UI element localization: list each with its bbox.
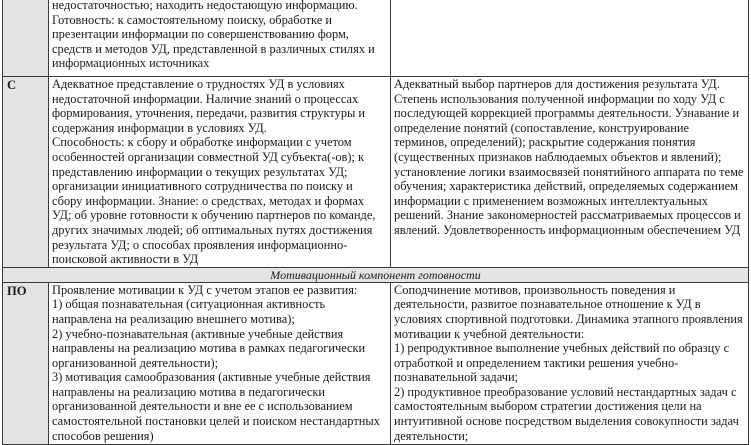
cell-paragraph: 3) мотивация самообразования (активные учебные действия направлены на реализацию мотива в педагогически организованной деятельности и вне ее с использованием самостоятельной постановки целей и поиском нестандартных способов решения) [52, 370, 380, 443]
cell-paragraph: недостаточностью; находить недостающую информацию. [52, 0, 358, 12]
criteria-cell [49, 0, 391, 77]
table-row [3, 282, 749, 444]
table-row [3, 77, 749, 268]
indicator-cell [391, 282, 749, 444]
section-header-row [3, 267, 749, 282]
cell-paragraph: Способность: к сбору и обработке информации с учетом особенностей организации совместной УД субъекта(-ов); к представлению информации о текущих результатах УД; организации инициативного сотрудничества по поиску и сбору информации. Знание: о средствах, методах и формах УД; об уровне готовности к обучению партнеров по команде, других значимых людей; об оптимальных путях достижения результата УД; о способах проявления информационно-поисковой активности в УД [52, 135, 376, 267]
cell-paragraph: 1) общая познавательная (ситуационная активность направлена на реализацию внешнего мотива); [52, 297, 326, 326]
table-row [3, 0, 749, 77]
row-code-cell: ПО [3, 282, 49, 444]
competency-table [2, 0, 749, 445]
cell-paragraph: 2) продуктивное преобразование условий нестандартных задач с самостоятельным выбором стратегии достижения цели на интуитивной основе посредством выделения совокупности задач деятельности; [394, 384, 739, 443]
criteria-cell [49, 77, 391, 268]
cell-paragraph: 1) репродуктивное выполнение учебных действий по образцу с отработкой и определением тактики решения учебно-познавательной задачи; [394, 341, 730, 385]
cell-paragraph: 2) учебно-познавательная (активные учебные действия направлены на реализацию мотива в рамках педагогически организованной деятельности); [52, 326, 366, 370]
section-header: Мотивационный компонент готовности [3, 267, 749, 282]
cell-paragraph: Адекватное представление о трудностях УД в условиях недостаточной информации. Наличие знаний о процессах формирования, уточнения, передачи, развития структуры и содержания информации в условиях УД. [52, 77, 366, 135]
cell-paragraph: Соподчинение мотивов, произвольность поведения и деятельности, развитое познавательное отношение к УД в условиях спортивной подготовки. Динамика этапного проявления мотивации к учебной деятельности: [394, 282, 743, 341]
row-code-cell [3, 0, 49, 77]
cell-paragraph: Проявление мотивации к УД с учетом этапов ее развития: [52, 282, 358, 297]
cell-paragraph: Адекватный выбор партнеров для достижения результата УД. Степень использования полученной информации по ходу УД с последующей коррекцией программы деятельности. Узнавание и определение понятий (сопоставление, конструирование терминов, определений); раскрытие содержания понятия (существенных признаков наблюдаемых объектов и явлений); установление логики взаимосвязей понятийного аппарата по теме обучения; характеристика действий, определяемых содержанием информации с применением возможных интеллектуальных решений. Знание закономерностей рассматриваемых процессов и явлений. Удовлетворенность информационным обеспечением УД [394, 77, 744, 237]
criteria-cell [49, 282, 391, 444]
cell-paragraph: Готовность: к самостоятельному поиску, обработке и презентации информации по совершенствованию форм, средств и методов УД, представленной в различных стилях и информационных источниках [52, 12, 375, 71]
row-code-cell: С [3, 77, 49, 268]
indicator-cell [391, 77, 749, 268]
indicator-cell [391, 0, 749, 77]
